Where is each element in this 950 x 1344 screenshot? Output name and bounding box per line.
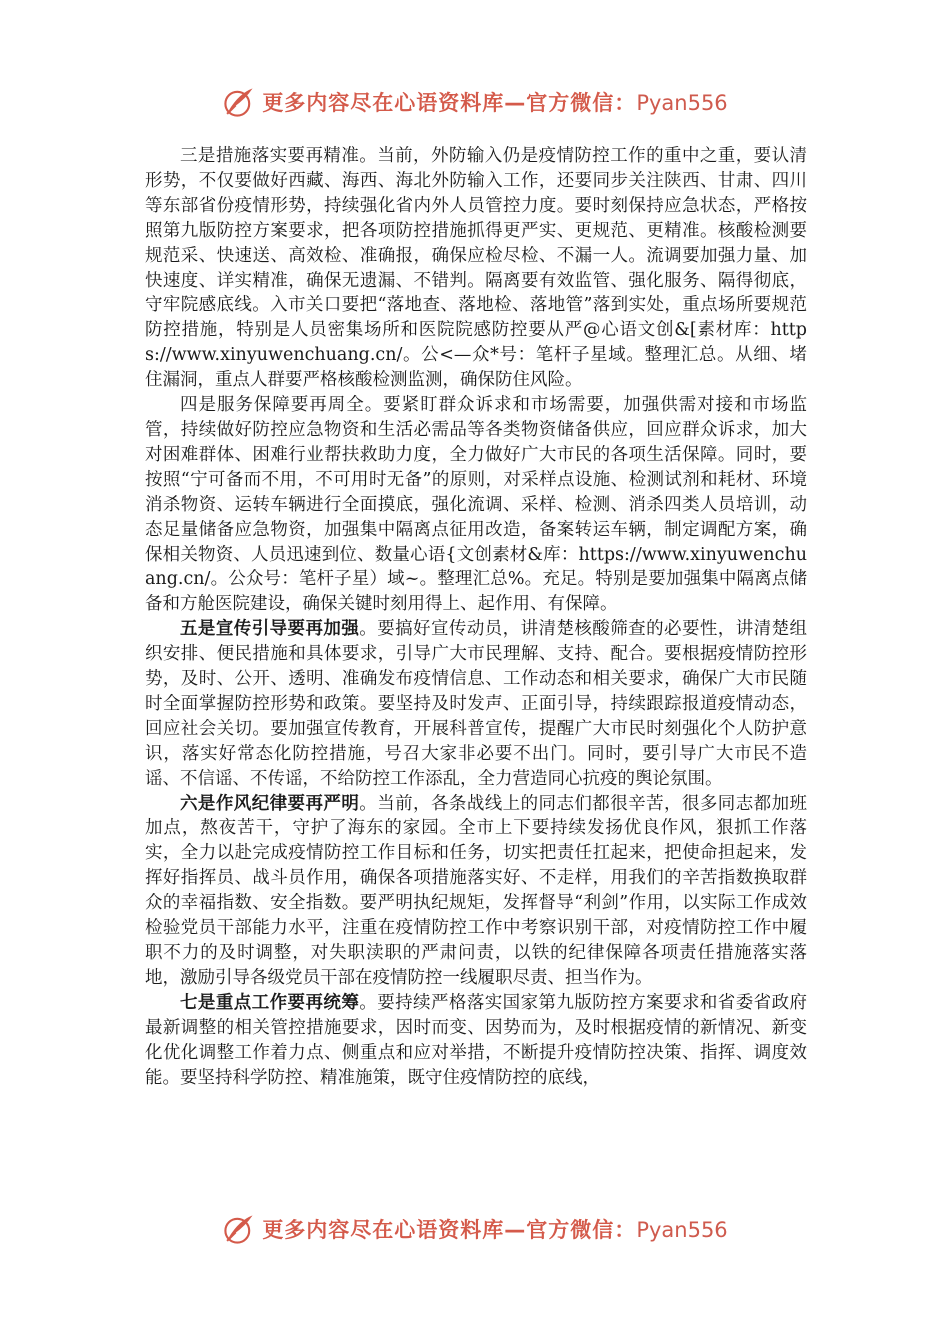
banner-text — [262, 1214, 727, 1244]
paragraph-5 — [145, 991, 807, 1091]
paragraph-lead: 七是重点工作要再统筹 — [180, 992, 360, 1013]
header-banner — [0, 80, 950, 124]
banner-slogan: 更多内容尽在心语资料库—官方微信： — [262, 91, 637, 115]
paragraph-text: 。要搞好宣传动员，讲清楚核酸筛查的必要性，讲清楚组织安排、便民措施和具体要求，引导广大市民理解、支持、配合。要根据疫情防控形势，及时、公开、透明、准确发布疫情信息、工作动态和相关要求，确保广大市民随时全面掌握防控形势和政策。要坚持及时发声、正面引导，持续跟踪报道疫情动态，回应社会关切。要加强宣传教育，开展科普宣传，提醒广大市民时刻强化个人防护意识，落实好常态化防控措施，号召大家非必要不出门。同时，要引导广大市民不造谣、不信谣、不传谣，不给防控工作添乱，全力营造同心抗疫的舆论氛围。 — [145, 619, 807, 789]
banner-wechat-id: Pyan556 — [636, 91, 728, 115]
document-body — [145, 144, 807, 1090]
paragraph-lead: 五是宣传引导要再加强 — [180, 619, 360, 640]
paragraph-text: 。要持续严格落实国家第九版防控方案要求和省委省政府最新调整的相关管控措施要求，因时而变、因势而为，及时根据疫情的新情况、新变化优化调整工作着力点、侧重点和应对举措，不断提升疫情防控决策、指挥、调度效能。要坚持科学防控、精准施策，既守住疫情防控的底线， — [145, 992, 807, 1088]
paragraph-4 — [145, 792, 807, 991]
footer-banner — [0, 1207, 950, 1251]
banner-wechat-id: Pyan556 — [636, 1218, 728, 1242]
paragraph-1 — [145, 144, 807, 393]
paragraph-text: 四是服务保障要再周全。要紧盯群众诉求和市场需要，加强供需对接和市场监管，持续做好防控应急物资和生活必需品等各类物资储备供应，回应群众诉求，加大对困难群体、困难行业帮扶救助力度，全力做好广大市民的各项生活保障。同时，要按照“宁可备而不用，不可用时无备”的原则，对采样点设施、检测试剂和耗材、环境消杀物资、运转车辆进行全面摸底，强化流调、采样、检测、消杀四类人员培训，动态足量储备应急物资，加强集中隔离点征用改造，备案转运车辆，制定调配方案，确保相关物资、人员迅速到位、数量心语{文创素材&库：https://www.xinyuwenchuang.cn/。公众号：笔杆子星）域~。整理汇总%。充足。特别是要加强集中隔离点储备和方舱医院建设，确保关键时刻用得上、起作用、有保障。 — [145, 395, 807, 615]
paragraph-text: 三是措施落实要再精准。当前，外防输入仍是疫情防控工作的重中之重，要认清形势，不仅要做好西藏、海西、海北外防输入工作，还要同步关注陕西、甘肃、四川等东部省份疫情形势，持续强化省内外人员管控力度。要时刻保持应急状态，严格按照第九版防控方案要求，把各项防控措施抓得更严实、更规范、更精准。核酸检测要规范采、快速送、高效检、准确报，确保应检尽检、不漏一人。流调要加强力量、加快速度、详实精准，确保无遗漏、不错判。隔离要有效监管、强化服务、隔得彻底，守牢院感底线。入市关口要把“落地查、落地检、落地管”落到实处，重点场所要规范防控措施，特别是人员密集场所和医院院感防控要从严@心语文创&[素材库：https://www.xinyuwenchuang.cn/。公<—众*号：笔杆子星域。整理汇总。从细、堵住漏洞，重点人群要严格核酸检测监测，确保防住风险。 — [145, 146, 807, 391]
banner-text — [262, 87, 727, 117]
banner-slogan: 更多内容尽在心语资料库—官方微信： — [262, 1218, 637, 1242]
paragraph-3 — [145, 617, 807, 791]
quill-logo-icon — [222, 1212, 256, 1246]
paragraph-lead: 六是作风纪律要再严明 — [180, 793, 360, 814]
paragraph-text: 。当前，各条战线上的同志们都很辛苦，很多同志都加班加点，熬夜苦干，守护了海东的家园。全市上下要持续发扬优良作风，狠抓工作落实，全力以赴完成疫情防控工作目标和任务，切实把责任扛起来，把使命担起来，发挥好指挥员、战斗员作用，确保各项措施落实好、不走样，用我们的辛苦指数换取群众的幸福指数、安全指数。要严明执纪规矩，发挥督导“利剑”作用，以实际工作成效检验党员干部能力水平，注重在疫情防控工作中考察识别干部，对疫情防控工作中履职不力的及时调整，对失职渎职的严肃问责，以铁的纪律保障各项责任措施落实落地，激励引导各级党员干部在疫情防控一线履职尽责、担当作为。 — [145, 793, 807, 988]
paragraph-2 — [145, 393, 807, 617]
quill-logo-icon — [222, 85, 256, 119]
